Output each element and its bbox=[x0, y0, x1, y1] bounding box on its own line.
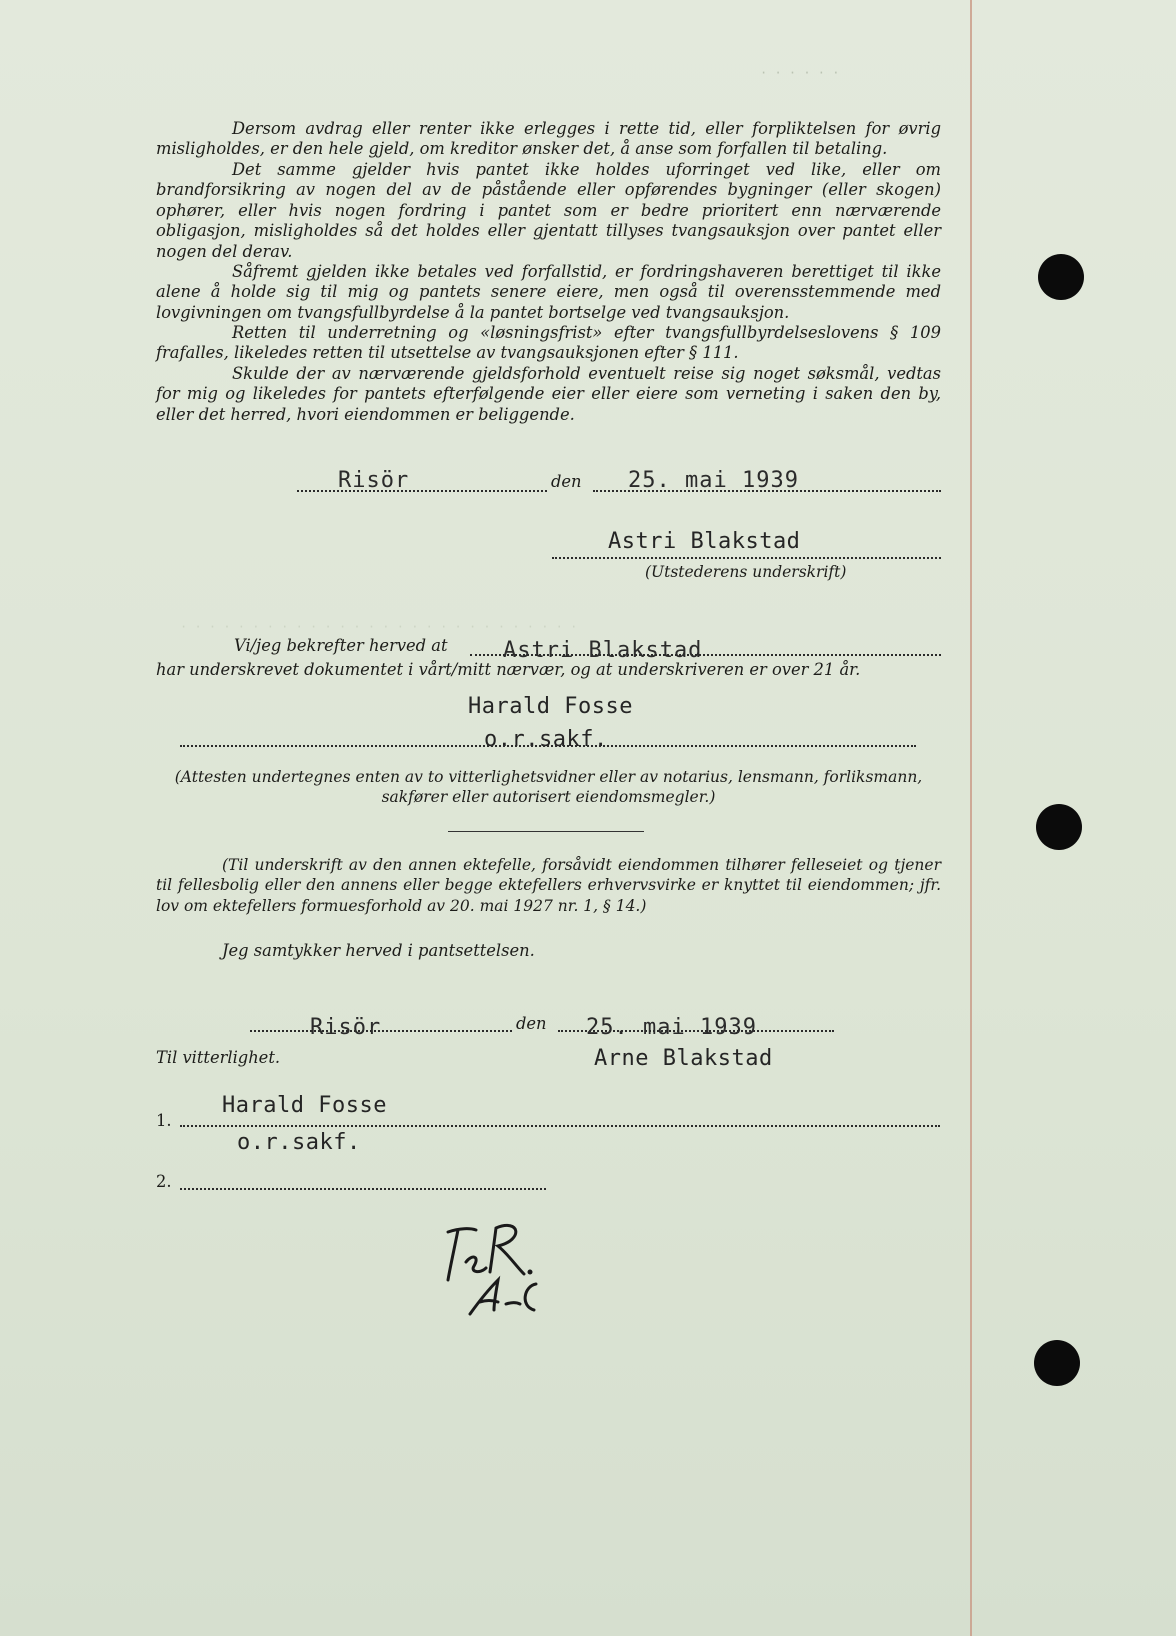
paragraph-default: Dersom avdrag eller renter ikke erlegges i rette tid, eller forpliktelsen for øvrig misligholdes, er den hele gjeld, om kreditor ønsker det, å anse som forfallen til betaling. bbox=[156, 119, 941, 159]
witness-line bbox=[180, 745, 916, 747]
spouse-note: (Til underskrift av den annen ektefelle, forsåvidt eiendommen tilhører felleseiet og tjener til fellesbolig eller den annens eller begge ektefellers erhvervsvirke er knyttet til eiendommen; jfr. lov om ektefellers formuesforhold av 20. mai 1927 nr. 1, § 14.) bbox=[156, 856, 941, 915]
bleed-through-text: · · · · · · · · · · · · · · · · · · · · · · · · · · · · bbox=[180, 620, 578, 634]
witness-1-title: o.r.sakf. bbox=[237, 1130, 361, 1155]
spouse-signer: Arne Blakstad bbox=[594, 1046, 773, 1071]
witness-2-line bbox=[180, 1188, 546, 1190]
spouse-date: 25. mai 1939 bbox=[586, 1015, 757, 1040]
witness-2-number: 2. bbox=[156, 1172, 172, 1191]
witness-1-name: Harald Fosse bbox=[222, 1093, 387, 1118]
witness-title: o.r.sakf. bbox=[484, 727, 608, 752]
confirm-rest: har underskrevet dokumentet i vårt/mitt nærvær, og at underskriveren er over 21 år. bbox=[156, 660, 861, 679]
spouse-den-label: den bbox=[516, 1014, 547, 1033]
margin-line bbox=[970, 0, 972, 1636]
spouse-place: Risör bbox=[310, 1015, 382, 1040]
attestation-caption: (Attesten undertegnes enten av to vitterlighetsvidner eller av notarius, lensmann, forliksmann, sakfører eller autorisert eiendomsmegler.) bbox=[174, 768, 923, 806]
witness-1-number: 1. bbox=[156, 1111, 172, 1130]
paragraph-notice: Retten til underretning og «løsningsfrist» efter tvangsfullbyrdelseslovens § 109 frafalles, likeledes retten til utsettelse av tvangsauksjonen efter § 111. bbox=[156, 323, 941, 363]
punch-hole-bottom bbox=[1034, 1340, 1080, 1386]
den-label: den bbox=[551, 472, 582, 491]
consent-text: Jeg samtykker herved i pantsettelsen. bbox=[222, 941, 535, 960]
paragraph-forced-sale: Såfremt gjelden ikke betales ved forfallstid, er fordringshaveren berettiget til ikke alene å holde sig til mig og pantets senere eiere, men også til overensstemmende med lovgivningen om tvangsfullbyrdelse å la pantet bortselge ved tvangsauksjon. bbox=[156, 262, 941, 322]
punch-hole-middle bbox=[1036, 804, 1082, 850]
confirm-name: Astri Blakstad bbox=[503, 638, 703, 663]
place-line bbox=[297, 490, 547, 492]
handwritten-initials bbox=[440, 1210, 580, 1320]
signature-caption: (Utstederens underskrift) bbox=[645, 563, 847, 581]
punch-hole-top bbox=[1038, 254, 1084, 300]
bleed-through-text: · · · · · · bbox=[760, 66, 840, 80]
issuer-date: 25. mai 1939 bbox=[628, 468, 799, 493]
paragraph-collateral: Det samme gjelder hvis pantet ikke holdes uforringet ved like, eller om brandforsikring av nogen del av de påstående eller opførendes bygninger (eller skogen) ophører, eller hvis nogen fordring i pantet som er bedre prioritert enn nærværende obligasjon, misligholdes så det holdes eller gjentatt tillyses tvangsauksjon over pantet eller nogen del derav. bbox=[156, 160, 941, 261]
issuer-place: Risör bbox=[338, 468, 410, 493]
til-vitterlighet: Til vitterlighet. bbox=[156, 1048, 281, 1067]
witness-name: Harald Fosse bbox=[468, 694, 633, 719]
signature-line bbox=[552, 557, 941, 559]
paragraph-venue: Skulde der av nærværende gjeldsforhold eventuelt reise sig noget søksmål, vedtas for mig og likeledes for pantets efterfølgende eier eller eiere som verneting i saken den by, eller det herred, hvori eiendommen er beliggende. bbox=[156, 364, 941, 424]
issuer-signature: Astri Blakstad bbox=[608, 529, 801, 554]
divider bbox=[448, 831, 644, 832]
confirm-text: Vi/jeg bekrefter herved at bbox=[234, 636, 448, 655]
witness-1-line bbox=[180, 1125, 940, 1127]
